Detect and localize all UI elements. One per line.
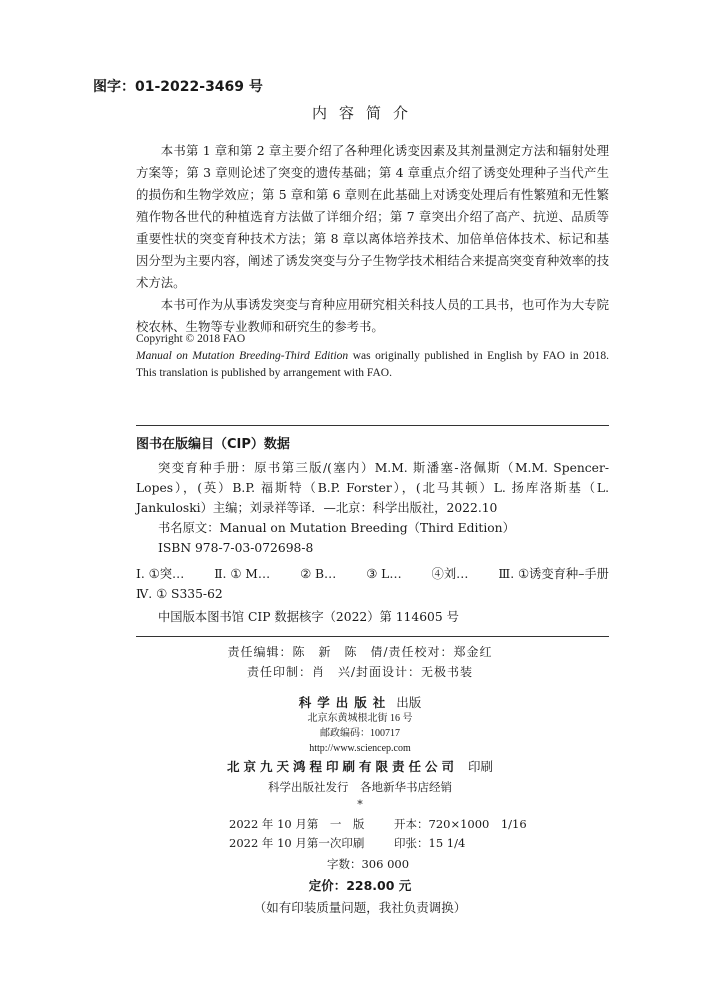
cip-isbn: ISBN 978-7-03-072698-8 (158, 541, 314, 555)
cip-index-line-2: Ⅳ. ① S335-62 (136, 587, 223, 601)
publisher-name: 科学出版社 (298, 695, 392, 710)
cip-index-line (136, 564, 609, 584)
intro-paragraph-2: 本书可作为从事诱发突变与育种应用研究相关科技人员的工具书，也可作为大专院校农林、生物等专业教师和研究生的参考书。 (136, 297, 609, 334)
printer-name: 北京九天鸿程印刷有限责任公司 (226, 759, 458, 774)
sheet-count: 印张：15 1/4 (394, 836, 466, 850)
production-credits: 责任印制：肖 兴/封面设计：无极书装 (246, 665, 474, 679)
cip-index-item: ② B… (300, 567, 337, 581)
word-count: 字数：306 000 (326, 857, 410, 871)
top-divider (136, 425, 609, 426)
translation-notice (136, 348, 609, 382)
copyright-registration-number: 图字：01-2022-3469 号 (93, 79, 263, 95)
publisher-address: 北京东黄城根北街 16 号 (307, 713, 413, 724)
printing-date: 2022 年 10 月第一次印刷 (229, 836, 365, 850)
publisher-suffix: 出版 (396, 695, 422, 710)
original-book-title: Manual on Mutation Breeding-Third Edition (136, 350, 349, 362)
cip-heading: 图书在版编目（CIP）数据 (136, 437, 290, 452)
cip-block (136, 458, 609, 627)
editor-credits: 责任编辑：陈 新 陈 倩/责任校对：郑金红 (227, 645, 493, 659)
page-title: 内容简介 (311, 104, 420, 122)
publisher-url: http://www.sciencep.com (309, 743, 411, 754)
intro-section (136, 140, 609, 338)
cip-number: 中国版本图书馆 CIP 数据核字（2022）第 114605 号 (158, 610, 459, 624)
cip-index-item: Ⅱ. ① M… (214, 567, 271, 581)
publisher-postcode: 邮政编码：100717 (320, 728, 400, 739)
distribution-line: 科学出版社发行 各地新华书店经销 (268, 780, 452, 794)
edition-info (229, 815, 527, 853)
credits (0, 642, 720, 682)
cip-original-title: 书名原文：Manual on Mutation Breeding（Third Edition） (158, 521, 515, 535)
cip-index-item: ③ L… (366, 567, 402, 581)
price: 定价：228.00 元 (308, 878, 412, 893)
cip-index-item: Ⅰ. ①突… (136, 567, 185, 581)
copyright-line: Copyright © 2018 FAO (136, 333, 246, 345)
cip-index-item: ④刘… (431, 567, 469, 581)
copyright-notice (136, 331, 609, 382)
intro-paragraph-1: 本书第 1 章和第 2 章主要介绍了各种理化诱变因素及其剂量测定方法和辐射处理方案等；第 3 章则论述了突变的遗传基础；第 4 章重点介绍了诱变处理种子当代产生的损伤和生物学效应；第 5 章和第 6 章则在此基础上对诱变处理后有性繁殖和无性繁殖作物各世代的种植选育方法做了详细介绍；第 7 章突出介绍了高产、抗逆、品质等重要性状的突变育种技术方法；第 8 章以离体培养技术、加倍单倍体技术、标记和基因分型为主要内容，阐述了诱发突变与分子生物学技术相结合来提高突变育种效率的技术方法。 (136, 143, 609, 290)
separator-star: * (357, 798, 363, 811)
cip-index-item: Ⅲ. ①诱变育种–手册 (498, 567, 609, 581)
publisher-block (0, 692, 720, 756)
printing-row (229, 834, 527, 853)
cip-entry: 突变育种手册：原书第三版/(塞内）M.M. 斯潘塞-洛佩斯（M.M. Spencer-Lopes），(英）B.P. 福斯特（B.P. Forster），(北马其顿）L. 扬库洛斯基（L. Jankuloski）主编；刘录祥等译．—北京：科学出版社，2022.10 (136, 461, 609, 515)
format-size: 开本：720×1000 1/16 (394, 817, 527, 831)
translation-notice-text: was originally published in English by FAO in 2018. This translation is published by arrangement with FAO. (136, 350, 609, 379)
bottom-divider (136, 636, 609, 637)
edition-date: 2022 年 10 月第 一 版 (229, 817, 365, 831)
printer-suffix: 印刷 (468, 759, 494, 774)
quality-note: （如有印装质量问题，我社负责调换） (253, 900, 467, 915)
edition-row (229, 815, 527, 834)
printer-line (0, 756, 720, 775)
